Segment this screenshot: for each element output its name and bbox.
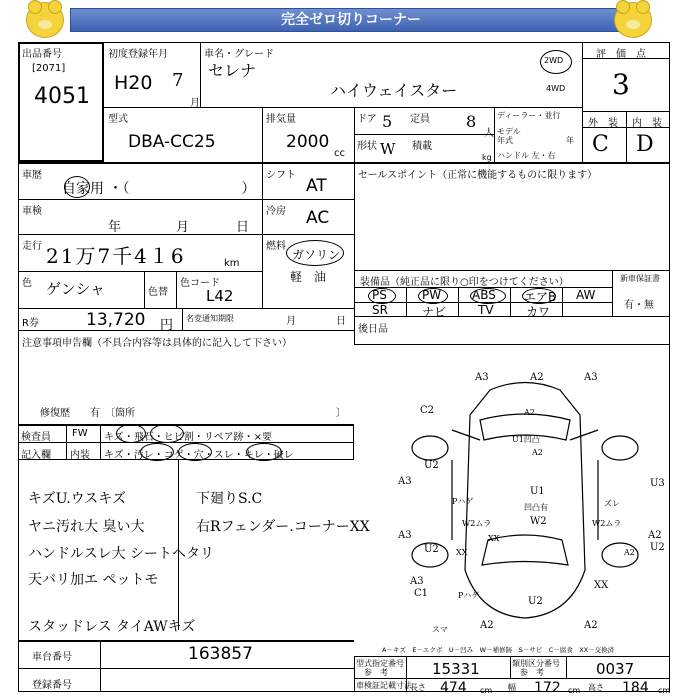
vehicle-label: 車名・グレード xyxy=(204,49,274,60)
note-left-2: ヤニ汚れ大 臭い大 xyxy=(28,519,145,535)
equip-sr: SR xyxy=(372,303,388,317)
note-left-1: キズU.ウスキズ xyxy=(28,491,126,507)
mark-a2-rear-left: A2 xyxy=(480,620,494,631)
warranty-value: 有・無 xyxy=(624,300,654,311)
mark-a2-right: A2 xyxy=(648,530,662,541)
chassis-label: 車台番号 xyxy=(32,652,72,663)
color-value: ゲンシャ xyxy=(46,280,106,298)
dimensions-label: 車検証記載寸法 xyxy=(356,681,412,690)
displacement-label: 排気量 xyxy=(266,114,296,125)
color-swap-label: 色替 xyxy=(148,287,168,298)
lot-code: [2071] xyxy=(32,63,66,74)
deadline-day: 日 xyxy=(336,316,346,327)
registration-no-label: 登録番号 xyxy=(32,680,72,691)
length-label: 長さ xyxy=(410,683,426,692)
equip-navi: ナビ xyxy=(422,305,447,319)
notes-label: 注意事項申告欄（不具合内容等は具体的に記入して下さい） xyxy=(22,338,292,349)
height-label: 高さ xyxy=(588,683,604,692)
length-value: 474 xyxy=(440,680,467,696)
mark-c1: C1 xyxy=(414,588,429,599)
mark-circle xyxy=(116,424,146,443)
mark-a3-front-left: A3 xyxy=(475,372,489,383)
recycle-label: R券 xyxy=(22,318,39,329)
mark-u2-left-front: U2 xyxy=(424,460,439,471)
banner-title: 完全ゼロ切りコーナー xyxy=(70,8,632,32)
repair-close: 〕 xyxy=(336,408,346,419)
lot-number: 4051 xyxy=(34,84,90,109)
mark-gap-right: ズレ xyxy=(604,499,620,508)
equip-aw: AW xyxy=(576,288,596,302)
inspection-label: 車検 xyxy=(22,206,42,217)
note-right-2: 右Rフェンダー.コーナーXX xyxy=(196,519,370,535)
chassis-value: 163857 xyxy=(188,644,253,664)
mark-a2-rear-right: A2 xyxy=(624,548,635,557)
warranty-label: 新車保証書 xyxy=(620,274,660,283)
equip-tv: TV xyxy=(478,303,494,317)
mark-u2-right: U2 xyxy=(650,542,665,553)
model-label: 型式 xyxy=(108,114,128,125)
width-value: 172 xyxy=(534,680,561,696)
mark-a2-hood: A2 xyxy=(524,408,535,417)
mark-circle xyxy=(140,443,174,461)
shift-label: シフト xyxy=(266,170,296,181)
inspector-row1-items: キズ・飛石・ヒビ割・リペア跡・×要 xyxy=(104,432,272,443)
sales-point-label: セールスポイント（正常に機能するものに限ります） xyxy=(358,170,598,181)
exterior-label: 外 装 xyxy=(588,118,618,129)
recycle-unit: 円 xyxy=(160,318,174,333)
mark-circle xyxy=(178,443,212,461)
mark-u1-roof: U1 xyxy=(530,486,545,497)
equip-abs: ABS xyxy=(472,288,496,302)
interior-label: 内 装 xyxy=(632,118,662,129)
color-label: 色 xyxy=(22,278,32,289)
mileage-label: 走行 xyxy=(22,241,42,252)
mark-dent-roof: 凹凸有 xyxy=(524,503,548,512)
score-value: 3 xyxy=(612,68,630,101)
mark-u1-hood: U1凹凸 xyxy=(512,435,540,444)
entry-row2-items: キズ・汚レ・コゲ・穴・スレ・キレ・破レ xyxy=(104,450,294,461)
mark-p-left: Pハゲ xyxy=(452,497,474,506)
inspection-month: 月 xyxy=(176,220,190,235)
length-unit: cm xyxy=(480,686,493,695)
mark-p-rear: Pハゲ xyxy=(458,591,480,600)
mark-xx-left: XX xyxy=(456,548,468,557)
class-code-sub: 参 考 xyxy=(520,668,544,677)
history-value: 自家用 ・（ ） xyxy=(62,181,256,197)
note-left-3: ハンドルスレ大 シートヘタリ xyxy=(28,546,215,562)
mileage-value: 21万7千4１6 xyxy=(46,244,186,268)
color-code-label: 色コード xyxy=(180,278,220,289)
equip-leather: カワ xyxy=(526,305,551,319)
type-designation-label: 型式指定番号 xyxy=(356,659,404,668)
year-label: 年式 xyxy=(497,136,513,145)
width-label: 幅 xyxy=(508,683,516,692)
mark-xx-roof: XX xyxy=(488,534,500,543)
registration-month: 7 xyxy=(172,70,184,91)
model-year-label: モデル xyxy=(497,127,521,136)
mark-u2-left-rear: U2 xyxy=(424,544,439,555)
height-value: 184 xyxy=(622,680,649,696)
legend: A－キズ E－エクボ U－凹み W－補修跡 S－サビ C－腐食 XX－交換済 xyxy=(382,646,615,654)
capacity-value: 8 xyxy=(466,112,477,131)
lot-label: 出品番号 xyxy=(22,49,62,60)
mark-a3-rear-left: A3 xyxy=(410,576,424,587)
score-label: 評 価 点 xyxy=(596,49,646,60)
history-label: 車歴 xyxy=(22,170,42,181)
load-unit: kg xyxy=(482,153,492,162)
entry-label: 記入欄 xyxy=(21,450,51,461)
displacement-value: 2000 xyxy=(286,132,330,152)
note-left-5: スタッドレス タイAWキズ xyxy=(28,619,196,635)
registration-year: H20 xyxy=(114,72,153,94)
class-code-label: 類別区分番号 xyxy=(512,659,560,668)
doors-label: ドア xyxy=(357,114,377,125)
bear-mascot-icon xyxy=(614,2,652,38)
handle-label: ハンドル 左・右 xyxy=(497,151,556,160)
equip-ps: PS xyxy=(372,288,387,302)
header-banner xyxy=(0,0,700,38)
deadline-month: 月 xyxy=(286,316,296,327)
mark-a2-front: A2 xyxy=(530,372,544,383)
entry-interior: 内装 xyxy=(70,450,90,461)
mark-a2-windshield: A2 xyxy=(532,448,543,457)
width-unit: cm xyxy=(568,686,581,695)
inspection-year: 年 xyxy=(108,220,122,235)
displacement-unit: cc xyxy=(334,148,345,159)
registration-label: 初度登録年月 xyxy=(108,49,168,60)
vehicle-name: セレナ xyxy=(208,61,257,80)
bear-mascot-icon xyxy=(26,2,64,38)
interior-score: D xyxy=(636,132,654,157)
mark-u2-rear: U2 xyxy=(528,596,543,607)
inspection-day: 日 xyxy=(236,220,250,235)
mark-a3-left: A3 xyxy=(398,476,412,487)
mark-w2-roof: W2 xyxy=(530,516,547,527)
shape-label: 形状 xyxy=(357,141,377,152)
note-left-4: 天バリ加エ ペットモ xyxy=(28,572,159,588)
drive-4wd: 4WD xyxy=(546,84,566,93)
rear-seat-label: 後日品 xyxy=(358,324,388,335)
fuel-label: 燃料 xyxy=(266,241,286,252)
model-value: DBA-CC25 xyxy=(128,132,216,152)
mark-circle xyxy=(246,443,282,461)
recycle-value: 13,720 xyxy=(86,310,146,330)
mark-suma: スマ xyxy=(432,625,448,634)
equip-airbag: エアB xyxy=(524,290,557,304)
inspector-label: 検査員 xyxy=(21,432,51,443)
aircon-label: 冷房 xyxy=(266,206,286,217)
mark-c2: C2 xyxy=(420,405,435,416)
load-label: 積載 xyxy=(412,141,432,152)
deadline-label: 名変通知期限 xyxy=(186,314,234,323)
mark-w2-right: W2ムラ xyxy=(592,519,622,528)
equipment-label: 装備品（純正品に限り○印をつけてください） xyxy=(360,277,569,288)
mark-w2-left: W2ムラ xyxy=(462,519,492,528)
mark-u3-right: U3 xyxy=(650,478,665,489)
mileage-unit: km xyxy=(224,258,240,269)
vehicle-grade: ハイウェイスター xyxy=(330,81,458,100)
capacity-unit: 人 xyxy=(484,128,494,139)
mark-a3-left-rear: A3 xyxy=(398,530,412,541)
equip-pw: PW xyxy=(422,288,442,302)
dealer-label: ディーラー・並行 xyxy=(497,111,561,120)
doors-value: 5 xyxy=(382,112,393,131)
mark-xx-right: XX xyxy=(594,580,609,591)
shape-value: W xyxy=(380,140,396,158)
drive-2wd: 2WD xyxy=(544,56,564,65)
fuel-diesel: 軽 油 xyxy=(290,270,327,284)
exterior-score: C xyxy=(592,132,609,157)
height-unit: cm xyxy=(658,686,671,695)
class-code-value: 0037 xyxy=(596,660,635,678)
mark-a3-front-right: A3 xyxy=(584,372,598,383)
year-unit: 年 xyxy=(566,136,574,145)
repair-history: 修復歴 有 〔箇所 xyxy=(40,408,135,419)
type-designation-sub: 参 考 xyxy=(364,668,388,677)
aircon-value: AC xyxy=(306,208,330,228)
fuel-gasoline: ガソリン xyxy=(292,248,341,262)
capacity-label: 定員 xyxy=(410,114,430,125)
type-designation-value: 15331 xyxy=(432,660,480,678)
inspector-fw: FW xyxy=(72,428,88,439)
mark-a2-rear-right2: A2 xyxy=(584,620,598,631)
shift-value: AT xyxy=(306,176,327,196)
month-unit: 月 xyxy=(190,98,200,109)
mark-circle xyxy=(150,424,184,443)
note-right-1: 下廻りS.C xyxy=(196,491,263,507)
color-code: L42 xyxy=(206,287,234,305)
